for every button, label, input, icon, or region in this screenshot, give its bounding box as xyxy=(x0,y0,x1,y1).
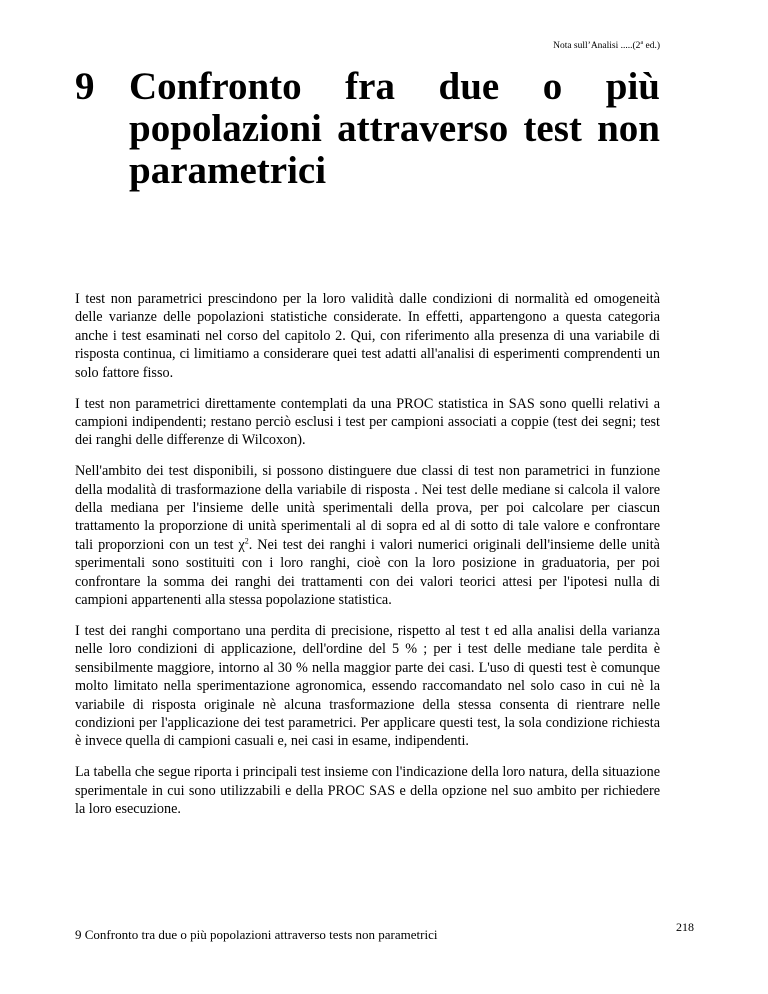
paragraph-3-after: . Nei test dei ranghi i valori numerici originali dell'insieme delle unità sperimentali sono sostituiti con i loro ranghi, cioè con la loro posizione in graduatoria, per poi confrontare la somma dei ranghi dei trattamenti con dei valori teorici attesi per l'ipotesi nulla di campioni appartenenti alla stessa popolazione statistica. xyxy=(75,536,660,609)
chi-square-exponent: 2 xyxy=(244,536,249,546)
body-text xyxy=(75,290,660,831)
paragraph-4: I test dei ranghi comportano una perdita di precisione, rispetto al test t ed alla analisi della varianza nelle loro condizioni di applicazione, dell'ordine del 5 % ; per i test delle mediane tale perdita è sensibilmente maggiore, intorno al 30 % nella maggior parte dei casi. L'uso di questi test è comunque molto limitato nella sperimentazione agronomica, essendo raccomandato nel solo caso in cui nè la variabile di risposta originale nè alcuna trasformazione della stessa consenta di rientrare nelle condizioni per l'applicazione dei test parametrici. Per applicare questi test, la sola condizione richiesta è invece quella di campioni casuali e, nei casi in esame, indipendenti. xyxy=(75,623,660,750)
paragraph-5: La tabella che segue riporta i principali test insieme con l'indicazione della loro natura, della situazione sperimentale in cui sono utilizzabili e della PROC SAS e della opzione nel suo ambito per richiedere la loro esecuzione. xyxy=(75,764,660,818)
paragraph-1: I test non parametrici prescindono per la loro validità dalle condizioni di normalità ed omogeneità delle varianze delle popolazioni statistiche considerate. In effetti, appartengono a questa categoria anche i test esaminati nel corso del capitolo 2. Qui, con riferimento alla presenza di una variabile di risposta continua, ci limitiamo a considerare quei test adatti all'analisi di esperimenti comprendenti un solo fattore fisso. xyxy=(75,291,660,381)
running-header-edition-sup: a xyxy=(640,40,644,46)
running-header xyxy=(553,40,660,51)
paragraph-2: I test non parametrici direttamente contemplati da una PROC statistica in SAS sono quelli relativi a campioni indipendenti; restano perciò esclusi i test per campioni associati a coppie (test dei segni; test dei ranghi delle differenze di Wilcoxon). xyxy=(75,395,660,449)
footer-text: 9 Confronto tra due o più popolazioni attraverso tests non parametrici xyxy=(75,927,438,942)
paragraph-3 xyxy=(75,462,660,609)
running-header-edition-suffix: ed.) xyxy=(643,41,660,52)
chapter-heading xyxy=(75,66,660,192)
page-number: 218 xyxy=(676,920,694,934)
chi-square-symbol: χ xyxy=(238,536,245,553)
chapter-number: 9 xyxy=(75,65,95,108)
paragraph-3-before: Nell'ambito dei test disponibili, si possono distinguere due classi di test non parametrici in funzione della modalità di trasformazione della variabile di risposta . Nei test delle mediane si calcola il valore della mediana per l'insieme delle unità sperimentali della prova, per poi calcolare per ciascun trattamento la proporzione di unità sperimentali al di sopra ed al di sotto di tale valore e confrontare tali proporzioni con un test xyxy=(75,463,660,553)
running-header-title: Nota sull’Analisi .....(2 xyxy=(553,41,641,52)
chapter-title: Confronto fra due o più popolazioni attraverso test non parametrici xyxy=(129,65,660,192)
